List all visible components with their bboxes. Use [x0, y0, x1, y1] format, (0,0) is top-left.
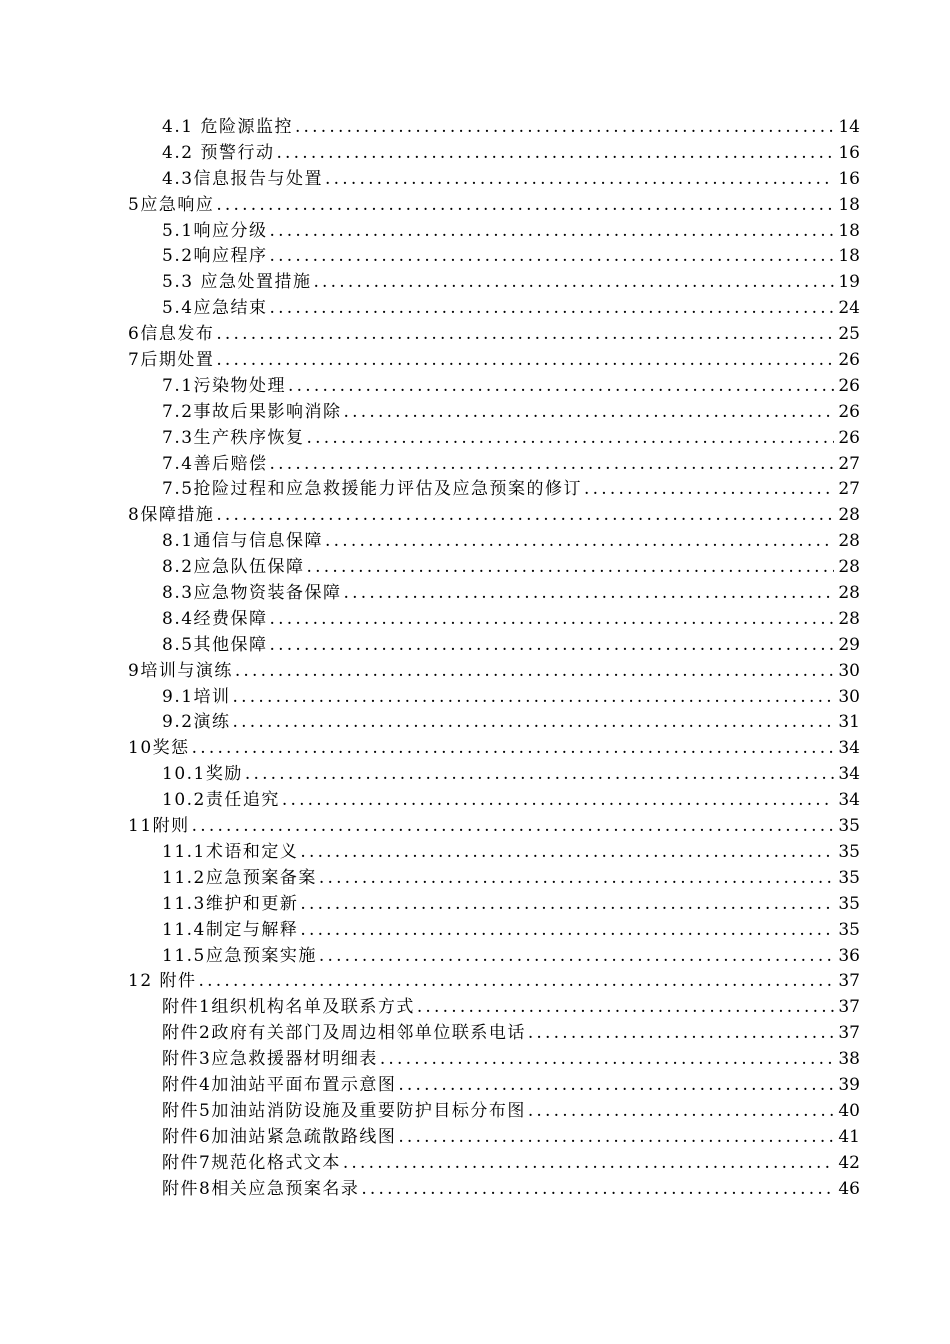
- toc-entry[interactable]: [128, 477, 860, 503]
- toc-entry-page-number: 26: [838, 427, 860, 448]
- toc-entry-title: 10.1奖励: [162, 764, 243, 785]
- toc-entry-title: 11.1术语和定义: [162, 841, 299, 862]
- toc-dot-leader: [199, 969, 834, 995]
- toc-entry[interactable]: [128, 348, 860, 374]
- toc-entry-title: 7后期处置: [128, 350, 215, 371]
- toc-entry[interactable]: [128, 322, 860, 348]
- toc-entry-page-number: 39: [838, 1074, 860, 1095]
- toc-entry[interactable]: [128, 581, 860, 607]
- toc-entry-title: 7.1污染物处理: [162, 375, 287, 396]
- toc-entry[interactable]: [128, 452, 860, 478]
- toc-dot-leader: [192, 814, 834, 840]
- toc-entry-page-number: 35: [838, 816, 860, 837]
- toc-entry[interactable]: [128, 736, 860, 762]
- toc-dot-leader: [528, 1099, 834, 1125]
- toc-entry[interactable]: [128, 866, 860, 892]
- toc-entry-title: 10奖惩: [128, 738, 190, 759]
- toc-dot-leader: [300, 840, 834, 866]
- toc-dot-leader: [233, 710, 834, 736]
- toc-entry[interactable]: [128, 141, 860, 167]
- toc-entry-page-number: 35: [838, 867, 860, 888]
- toc-entry-title: 附件7规范化格式文本: [162, 1152, 341, 1173]
- toc-entry-title: 9.2演练: [162, 712, 231, 733]
- toc-entry[interactable]: [128, 1099, 860, 1125]
- toc-entry-page-number: 28: [838, 531, 860, 552]
- toc-entry-page-number: 37: [838, 997, 860, 1018]
- toc-entry-page-number: 30: [838, 686, 860, 707]
- toc-entry[interactable]: [128, 685, 860, 711]
- toc-entry-page-number: 18: [838, 246, 860, 267]
- toc-entry[interactable]: [128, 710, 860, 736]
- toc-entry[interactable]: [128, 969, 860, 995]
- toc-dot-leader: [307, 426, 834, 452]
- toc-entry[interactable]: [128, 296, 860, 322]
- toc-entry[interactable]: [128, 633, 860, 659]
- toc-entry[interactable]: [128, 995, 860, 1021]
- toc-entry[interactable]: [128, 1021, 860, 1047]
- toc-entry[interactable]: [128, 1073, 860, 1099]
- toc-dot-leader: [282, 788, 834, 814]
- toc-entry[interactable]: [128, 607, 860, 633]
- toc-entry-title: 8.1通信与信息保障: [162, 531, 324, 552]
- toc-dot-leader: [235, 659, 834, 685]
- toc-entry-title: 附件3应急救援器材明细表: [162, 1049, 378, 1070]
- toc-dot-leader: [270, 296, 834, 322]
- toc-entry[interactable]: [128, 503, 860, 529]
- toc-entry-title: 5.1响应分级: [162, 220, 268, 241]
- toc-entry[interactable]: [128, 1151, 860, 1177]
- toc-entry-page-number: 42: [838, 1152, 860, 1173]
- toc-dot-leader: [270, 452, 834, 478]
- toc-entry-page-number: 35: [838, 841, 860, 862]
- toc-entry-title: 8.2应急队伍保障: [162, 557, 305, 578]
- toc-dot-leader: [216, 193, 834, 219]
- toc-entry[interactable]: [128, 529, 860, 555]
- toc-entry-page-number: 26: [838, 375, 860, 396]
- toc-entry-title: 10.2责任追究: [162, 790, 280, 811]
- toc-entry-title: 5应急响应: [128, 194, 215, 215]
- toc-entry-page-number: 37: [838, 971, 860, 992]
- toc-entry[interactable]: [128, 374, 860, 400]
- toc-entry-page-number: 24: [838, 298, 860, 319]
- toc-entry-page-number: 34: [838, 764, 860, 785]
- toc-entry-title: 11附则: [128, 816, 190, 837]
- toc-entry-title: 11.2应急预案备案: [162, 867, 317, 888]
- toc-entry-title: 7.2事故后果影响消除: [162, 401, 342, 422]
- toc-entry[interactable]: [128, 555, 860, 581]
- toc-entry-page-number: 46: [838, 1178, 860, 1199]
- toc-entry-title: 9培训与演练: [128, 660, 233, 681]
- toc-dot-leader: [300, 918, 834, 944]
- toc-entry-page-number: 41: [838, 1126, 860, 1147]
- toc-entry-page-number: 26: [838, 401, 860, 422]
- toc-entry-page-number: 25: [838, 324, 860, 345]
- toc-entry[interactable]: [128, 270, 860, 296]
- toc-entry-title: 5.3 应急处置措施: [162, 272, 312, 293]
- toc-entry-page-number: 27: [838, 453, 860, 474]
- toc-dot-leader: [276, 141, 834, 167]
- toc-entry[interactable]: [128, 788, 860, 814]
- toc-entry-page-number: 27: [838, 479, 860, 500]
- toc-entry[interactable]: [128, 1177, 860, 1203]
- toc-entry[interactable]: [128, 115, 860, 141]
- toc-entry-page-number: 26: [838, 350, 860, 371]
- toc-dot-leader: [192, 736, 834, 762]
- toc-entry[interactable]: [128, 659, 860, 685]
- toc-dot-leader: [270, 244, 834, 270]
- toc-dot-leader: [313, 270, 834, 296]
- toc-entry[interactable]: [128, 918, 860, 944]
- toc-entry-title: 12 附件: [128, 971, 197, 992]
- toc-dot-leader: [417, 995, 834, 1021]
- toc-entry-page-number: 28: [838, 505, 860, 526]
- toc-dot-leader: [319, 944, 834, 970]
- toc-entry[interactable]: [128, 944, 860, 970]
- toc-dot-leader: [300, 892, 834, 918]
- toc-entry[interactable]: [128, 762, 860, 788]
- toc-entry[interactable]: [128, 1047, 860, 1073]
- toc-dot-leader: [584, 477, 834, 503]
- toc-entry-page-number: 30: [838, 660, 860, 681]
- toc-dot-leader: [361, 1177, 834, 1203]
- toc-dot-leader: [245, 762, 834, 788]
- toc-dot-leader: [270, 219, 834, 245]
- toc-entry-title: 附件8相关应急预案名录: [162, 1178, 360, 1199]
- toc-entry-page-number: 38: [838, 1049, 860, 1070]
- toc-entry[interactable]: [128, 193, 860, 219]
- toc-dot-leader: [325, 167, 834, 193]
- toc-entry-page-number: 18: [838, 220, 860, 241]
- toc-dot-leader: [216, 348, 834, 374]
- toc-dot-leader: [343, 1151, 834, 1177]
- toc-dot-leader: [295, 115, 834, 141]
- toc-entry-title: 8.4经费保障: [162, 608, 268, 629]
- toc-entry-title: 附件4加油站平面布置示意图: [162, 1074, 397, 1095]
- toc-entry[interactable]: [128, 400, 860, 426]
- toc-entry-title: 8.5其他保障: [162, 634, 268, 655]
- toc-entry[interactable]: [128, 219, 860, 245]
- toc-entry-page-number: 28: [838, 608, 860, 629]
- toc-entry-title: 8保障措施: [128, 505, 215, 526]
- toc-entry-title: 附件2政府有关部门及周边相邻单位联系电话: [162, 1023, 526, 1044]
- toc-entry-page-number: 37: [838, 1023, 860, 1044]
- toc-entry-title: 附件6加油站紧急疏散路线图: [162, 1126, 397, 1147]
- toc-dot-leader: [528, 1021, 834, 1047]
- toc-entry-page-number: 34: [838, 790, 860, 811]
- toc-entry-title: 11.4制定与解释: [162, 919, 299, 940]
- toc-entry-title: 9.1培训: [162, 686, 231, 707]
- toc-dot-leader: [380, 1047, 834, 1073]
- toc-entry-title: 5.2响应程序: [162, 246, 268, 267]
- toc-entry-page-number: 35: [838, 919, 860, 940]
- toc-entry[interactable]: [128, 1125, 860, 1151]
- toc-entry-page-number: 18: [838, 194, 860, 215]
- toc-entry-title: 11.5应急预案实施: [162, 945, 317, 966]
- table-of-contents: [128, 115, 860, 1202]
- toc-entry-page-number: 31: [838, 712, 860, 733]
- toc-dot-leader: [398, 1125, 834, 1151]
- toc-entry-title: 4.3信息报告与处置: [162, 168, 324, 189]
- toc-dot-leader: [344, 581, 834, 607]
- toc-entry-page-number: 14: [838, 117, 860, 137]
- toc-entry-title: 7.3生产秩序恢复: [162, 427, 305, 448]
- toc-entry-page-number: 28: [838, 557, 860, 578]
- toc-entry-title: 附件1组织机构名单及联系方式: [162, 997, 415, 1018]
- toc-entry-page-number: 28: [838, 583, 860, 604]
- toc-entry-title: 4.1 危险源监控: [162, 117, 293, 137]
- toc-entry-title: 8.3应急物资装备保障: [162, 583, 342, 604]
- toc-dot-leader: [233, 685, 834, 711]
- toc-dot-leader: [319, 866, 834, 892]
- toc-dot-leader: [288, 374, 834, 400]
- toc-entry[interactable]: [128, 244, 860, 270]
- toc-entry-title: 7.5抢险过程和应急救援能力评估及应急预案的修订: [162, 479, 583, 500]
- toc-entry-title: 4.2 预警行动: [162, 142, 275, 163]
- toc-entry[interactable]: [128, 892, 860, 918]
- toc-entry[interactable]: [128, 840, 860, 866]
- toc-entry-page-number: 16: [838, 168, 860, 189]
- toc-entry-page-number: 29: [838, 634, 860, 655]
- toc-entry-page-number: 16: [838, 142, 860, 163]
- toc-entry-page-number: 40: [838, 1100, 860, 1121]
- toc-entry[interactable]: [128, 814, 860, 840]
- toc-entry-title: 6信息发布: [128, 324, 215, 345]
- toc-dot-leader: [325, 529, 834, 555]
- toc-entry-page-number: 34: [838, 738, 860, 759]
- toc-entry-title: 7.4善后赔偿: [162, 453, 268, 474]
- toc-dot-leader: [270, 633, 834, 659]
- toc-dot-leader: [216, 503, 834, 529]
- toc-dot-leader: [216, 322, 834, 348]
- toc-entry-title: 附件5加油站消防设施及重要防护目标分布图: [162, 1100, 526, 1121]
- toc-dot-leader: [398, 1073, 834, 1099]
- toc-dot-leader: [270, 607, 834, 633]
- toc-dot-leader: [307, 555, 834, 581]
- toc-entry[interactable]: [128, 167, 860, 193]
- toc-entry[interactable]: [128, 426, 860, 452]
- toc-entry-page-number: 35: [838, 893, 860, 914]
- toc-entry-title: 11.3维护和更新: [162, 893, 299, 914]
- toc-dot-leader: [344, 400, 834, 426]
- toc-entry-title: 5.4应急结束: [162, 298, 268, 319]
- toc-entry-page-number: 36: [838, 945, 860, 966]
- toc-entry-page-number: 19: [838, 272, 860, 293]
